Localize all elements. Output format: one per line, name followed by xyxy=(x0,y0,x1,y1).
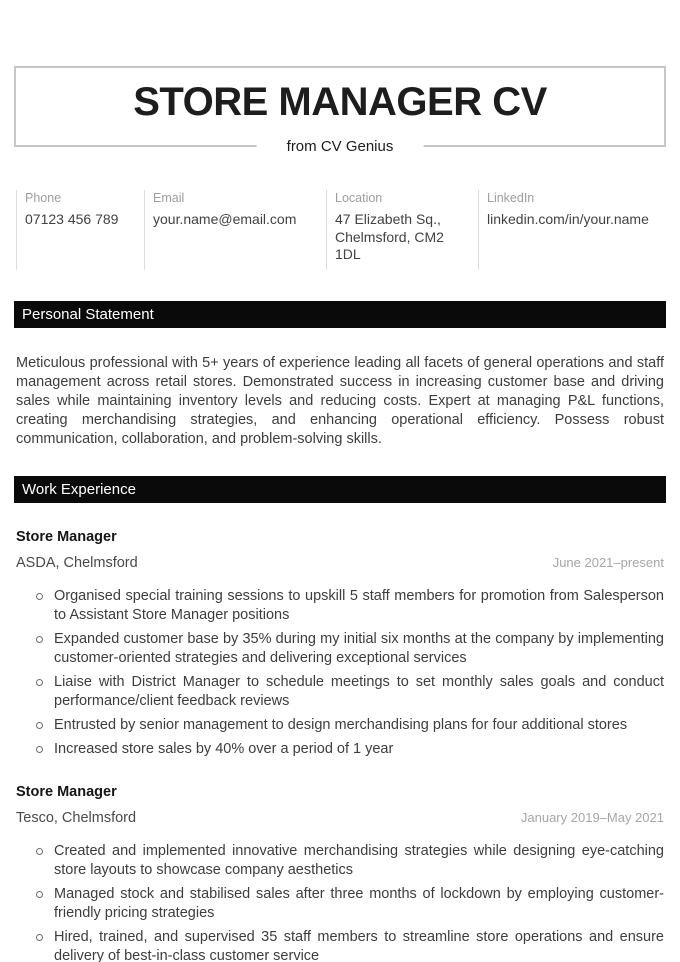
job-bullet: Hired, trained, and supervised 35 staff members to streamline store operations and ensure delivery of best-in-class customer service xyxy=(16,928,664,962)
job-meta xyxy=(16,555,664,572)
job-bullet-list xyxy=(16,842,664,962)
job-dates: January 2019–May 2021 xyxy=(520,809,664,825)
section-header-work-experience xyxy=(14,476,666,503)
contact-email-label: Email xyxy=(153,191,185,205)
job-meta xyxy=(16,810,664,827)
contact-phone-label: Phone xyxy=(25,191,62,205)
contact-linkedin xyxy=(478,190,664,270)
job-company: Tesco, Chelmsford xyxy=(16,809,137,826)
contact-linkedin-label: LinkedIn xyxy=(487,191,535,205)
cv-subtitle: from CV Genius xyxy=(257,138,424,155)
contact-phone-value: 07123 456 789 xyxy=(25,211,119,227)
contact-linkedin-value: linkedin.com/in/your.name xyxy=(487,211,649,227)
cv-title: STORE MANAGER CV xyxy=(133,80,547,124)
job-entry-tesco xyxy=(16,784,664,962)
personal-statement-heading: Personal Statement xyxy=(22,305,154,323)
job-bullet: Increased store sales by 40% over a period of 1 year xyxy=(16,740,664,759)
contact-section xyxy=(16,190,664,270)
contact-location-value: 47 Elizabeth Sq., Chelmsford, CM2 1DL xyxy=(335,211,444,262)
job-title: Store Manager xyxy=(16,783,117,800)
job-bullet: Organised special training sessions to upskill 5 staff members for promotion from Salesperson to Assistant Store Manager positions xyxy=(16,587,664,625)
contact-location xyxy=(326,190,478,270)
contact-email xyxy=(144,190,326,270)
job-bullet: Managed stock and stabilised sales after three months of lockdown by employing customer-friendly pricing strategies xyxy=(16,885,664,923)
job-bullet: Entrusted by senior management to design merchandising plans for four additional stores xyxy=(16,716,664,735)
contact-location-label: Location xyxy=(335,191,383,205)
job-title: Store Manager xyxy=(16,528,117,545)
job-entry-asda xyxy=(16,529,664,759)
job-company: ASDA, Chelmsford xyxy=(16,554,138,571)
cv-title-box xyxy=(14,66,666,156)
job-bullet-list xyxy=(16,587,664,759)
job-dates: June 2021–present xyxy=(552,554,664,570)
contact-phone xyxy=(16,190,144,270)
personal-statement-body: Meticulous professional with 5+ years of experience leading all facets of general operations and staff management across retail stores. Demonstrated success in increasing customer base and driving sales while maintaining inventory levels and reducing costs. Expert at managing P&L functions, creating merchandising strategies, and enhancing operational efficiency. Possess robust communication, collaboration, and problem-solving skills. xyxy=(16,354,664,447)
job-bullet: Created and implemented innovative merchandising strategies while designing eye-catching store layouts to showcase company aesthetics xyxy=(16,842,664,880)
job-bullet: Liaise with District Manager to schedule meetings to set monthly sales goals and conduct performance/client feedback reviews xyxy=(16,673,664,711)
work-experience-heading: Work Experience xyxy=(22,480,136,498)
contact-email-value: your.name@email.com xyxy=(153,211,297,227)
job-bullet: Expanded customer base by 35% during my initial six months at the company by implementing customer-oriented strategies and delivering exceptional services xyxy=(16,630,664,668)
section-header-personal-statement xyxy=(14,301,666,328)
